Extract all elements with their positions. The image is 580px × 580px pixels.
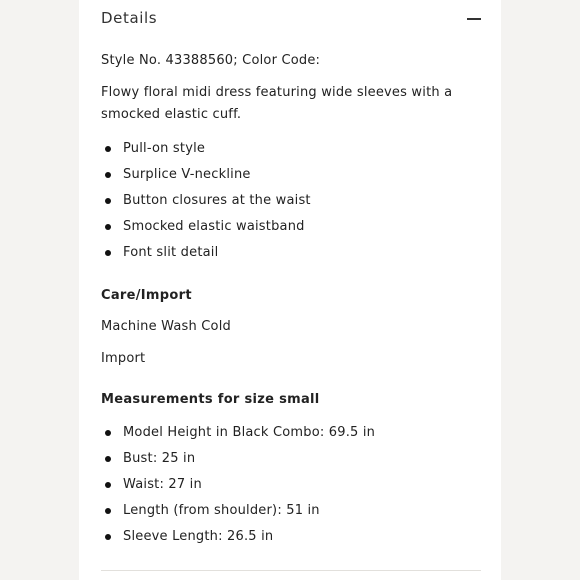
measurement-text: Waist: 27 in [123,477,202,492]
product-description: Flowy floral midi dress featuring wide sleeves with a smocked elastic cuff. [101,85,453,122]
care-wash: Machine Wash Cold [101,319,231,334]
measurement-text: Model Height in Black Combo: 69.5 in [123,425,376,440]
list-item [101,498,481,524]
bullet-icon [105,508,111,514]
bullet-icon [105,224,111,230]
bullet-icon [105,430,111,436]
measurement-text: Length (from shoulder): 51 in [123,503,320,518]
feature-text: Button closures at the waist [123,193,311,208]
bullet-icon [105,482,111,488]
bullet-icon [105,198,111,204]
care-heading: Care/Import [101,288,192,303]
list-item [101,136,481,162]
section-divider [101,570,481,571]
measurements-heading: Measurements for size small [101,392,320,407]
list-item [101,188,481,214]
list-item [101,214,481,240]
style-number: Style No. 43388560; Color Code: [101,53,321,68]
minus-icon[interactable] [467,12,481,26]
details-title: Details [101,9,158,27]
feature-text: Surplice V-neckline [123,167,251,182]
feature-text: Smocked elastic waistband [123,219,305,234]
bullet-icon [105,172,111,178]
measurement-list [101,420,481,550]
list-item [101,162,481,188]
list-item [101,446,481,472]
bullet-icon [105,250,111,256]
list-item [101,240,481,266]
care-origin: Import [101,351,146,366]
bullet-icon [105,534,111,540]
list-item [101,524,481,550]
measurement-text: Sleeve Length: 26.5 in [123,529,274,544]
feature-text: Pull-on style [123,141,206,156]
feature-text: Font slit detail [123,245,219,260]
feature-list [101,136,481,266]
list-item [101,420,481,446]
bullet-icon [105,456,111,462]
measurement-text: Bust: 25 in [123,451,196,466]
details-accordion-header[interactable] [101,7,481,33]
list-item [101,472,481,498]
details-panel [79,0,501,580]
bullet-icon [105,146,111,152]
